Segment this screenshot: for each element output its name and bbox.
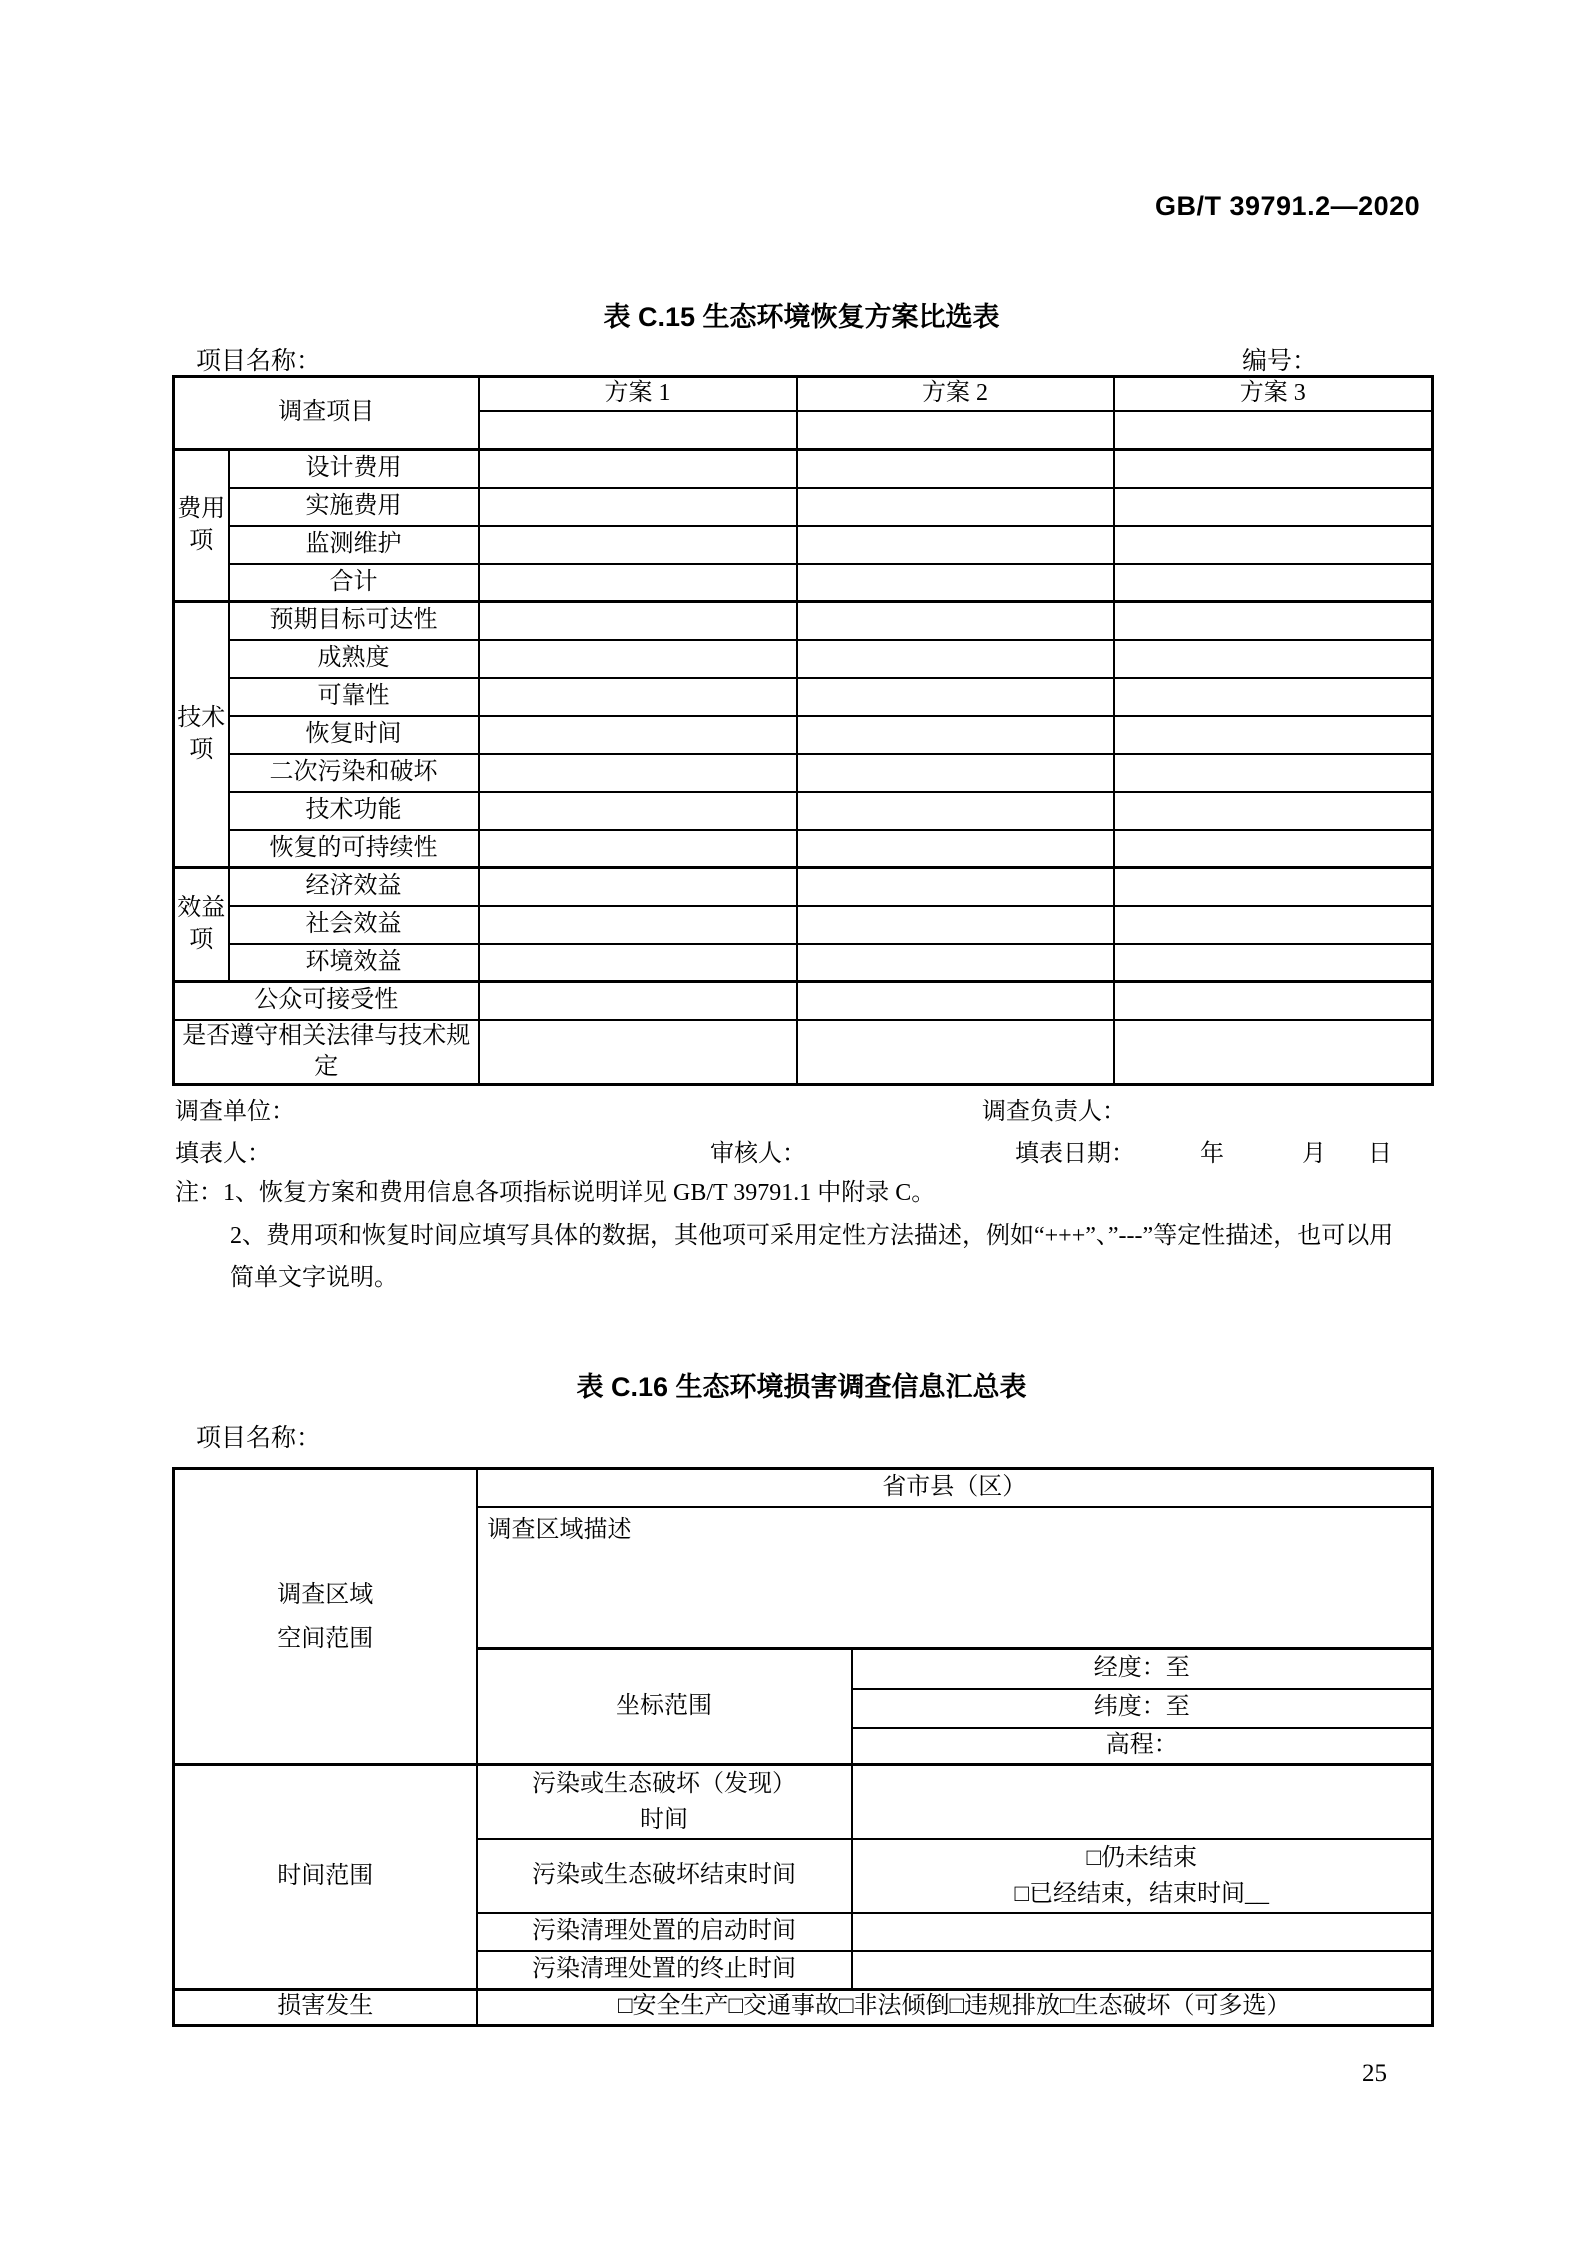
fill-cell xyxy=(1114,982,1433,1020)
table-row xyxy=(174,1020,1433,1085)
table-row xyxy=(174,830,1433,868)
table-row xyxy=(174,868,1433,906)
discover-time-line2: 时间 xyxy=(640,1807,688,1833)
fill-cell xyxy=(1114,868,1433,906)
fill-cell xyxy=(1114,944,1433,982)
table-row xyxy=(174,1989,1433,2025)
elevation-cell: 高程： xyxy=(852,1728,1433,1765)
fill-cell xyxy=(479,906,797,944)
fill-cell xyxy=(1114,526,1433,564)
row-label: 实施费用 xyxy=(229,488,479,526)
row-label: 设计费用 xyxy=(229,450,479,488)
fill-cell xyxy=(479,450,797,488)
fill-cell xyxy=(479,982,797,1020)
discover-time-line1: 污染或生态破坏（发现） xyxy=(532,1771,796,1797)
fill-cell xyxy=(852,1913,1433,1951)
fill-cell xyxy=(479,1020,797,1085)
fill-cell xyxy=(797,944,1114,982)
fill-cell xyxy=(479,868,797,906)
fill-cell xyxy=(479,830,797,868)
cleanup-start-label: 污染清理处置的启动时间 xyxy=(477,1913,852,1951)
row-label-public: 公众可接受性 xyxy=(174,982,479,1020)
c15-group-benefit: 效益项 xyxy=(174,868,229,982)
fill-cell xyxy=(852,1951,1433,1989)
fill-cell xyxy=(1114,488,1433,526)
fill-cell xyxy=(479,678,797,716)
table-row xyxy=(174,1469,1433,1507)
fill-cell xyxy=(852,1765,1433,1840)
fill-cell xyxy=(479,716,797,754)
c16-region-group-label xyxy=(174,1469,477,1765)
survey-unit-label: 调查单位： xyxy=(175,1099,295,1125)
c15-code-label: 编号： xyxy=(1242,348,1318,375)
fill-cell xyxy=(479,754,797,792)
table-c15-title: 表 C.15 生态环境恢复方案比选表 xyxy=(603,302,1000,332)
row-label: 合计 xyxy=(229,564,479,602)
year-label: 年 xyxy=(1200,1141,1224,1167)
table-row xyxy=(174,678,1433,716)
fill-cell xyxy=(479,526,797,564)
fill-cell xyxy=(797,1020,1114,1085)
fill-cell xyxy=(1114,640,1433,678)
coord-range-label: 坐标范围 xyxy=(477,1649,852,1765)
table-row xyxy=(174,526,1433,564)
fill-cell xyxy=(479,488,797,526)
fill-cell xyxy=(797,754,1114,792)
fill-cell xyxy=(1114,792,1433,830)
row-label: 恢复时间 xyxy=(229,716,479,754)
row-label: 经济效益 xyxy=(229,868,479,906)
form-filler-label: 填表人： xyxy=(175,1141,271,1167)
reviewer-label: 审核人： xyxy=(710,1141,806,1167)
fill-cell xyxy=(1114,678,1433,716)
fill-cell xyxy=(479,640,797,678)
page-number: 25 xyxy=(1362,2060,1387,2087)
table-row xyxy=(174,640,1433,678)
table-row xyxy=(174,716,1433,754)
fill-cell xyxy=(797,906,1114,944)
fill-cell xyxy=(479,792,797,830)
fill-cell xyxy=(797,982,1114,1020)
table-row xyxy=(174,754,1433,792)
latitude-cell: 纬度：至 xyxy=(852,1689,1433,1728)
region-group-line2: 空间范围 xyxy=(277,1625,374,1652)
table-row xyxy=(174,982,1433,1020)
table-row xyxy=(174,944,1433,982)
fill-cell xyxy=(797,526,1114,564)
table-row xyxy=(174,1765,1433,1840)
row-label: 成熟度 xyxy=(229,640,479,678)
row-label: 恢复的可持续性 xyxy=(229,830,479,868)
fill-cell xyxy=(479,944,797,982)
damage-occur-label: 损害发生 xyxy=(174,1989,477,2025)
table-row xyxy=(174,450,1433,488)
row-label: 环境效益 xyxy=(229,944,479,982)
c15-note-2-cont: 简单文字说明。 xyxy=(230,1265,398,1291)
table-row xyxy=(174,488,1433,526)
fill-cell xyxy=(1114,716,1433,754)
checkbox-ended: □已经结束，结束时间__ xyxy=(1014,1881,1269,1907)
row-label: 二次污染和破坏 xyxy=(229,754,479,792)
fill-cell xyxy=(797,792,1114,830)
c16-time-group-label: 时间范围 xyxy=(174,1765,477,1990)
c15-header-row xyxy=(174,377,1433,411)
c16-project-name-label: 项目名称： xyxy=(196,1425,322,1452)
c15-project-name-label: 项目名称： xyxy=(196,348,322,375)
province-cell: 省市县（区） xyxy=(477,1469,1433,1507)
fill-cell xyxy=(1114,906,1433,944)
fill-cell xyxy=(1114,602,1433,640)
end-time-label: 污染或生态破坏结束时间 xyxy=(477,1839,852,1913)
fill-cell xyxy=(797,450,1114,488)
plan1-name-cell xyxy=(479,411,797,450)
discover-time-label xyxy=(477,1765,852,1840)
survey-lead-label: 调查负责人： xyxy=(982,1099,1126,1125)
table-row xyxy=(174,906,1433,944)
row-label: 监测维护 xyxy=(229,526,479,564)
region-group-line1: 调查区域 xyxy=(277,1581,374,1608)
table-c16-title: 表 C.16 生态环境损害调查信息汇总表 xyxy=(576,1372,1027,1402)
fill-cell xyxy=(797,564,1114,602)
month-label: 月 xyxy=(1302,1141,1326,1167)
row-label: 技术功能 xyxy=(229,792,479,830)
c15-plan2-header: 方案 2 xyxy=(797,377,1114,411)
c15-note-1: 注：1、恢复方案和费用信息各项指标说明详见 GB/T 39791.1 中附录 C。 xyxy=(175,1180,936,1206)
table-c16 xyxy=(172,1467,1434,2027)
c15-survey-item-header: 调查项目 xyxy=(174,377,479,450)
row-label: 社会效益 xyxy=(229,906,479,944)
longitude-cell: 经度：至 xyxy=(852,1649,1433,1689)
c15-plan3-header: 方案 3 xyxy=(1114,377,1433,411)
plan3-name-cell xyxy=(1114,411,1433,450)
fill-cell xyxy=(797,678,1114,716)
row-label-law: 是否遵守相关法律与技术规定 xyxy=(174,1020,479,1085)
end-time-options-cell xyxy=(852,1839,1433,1913)
row-label: 可靠性 xyxy=(229,678,479,716)
c15-note-2: 2、费用项和恢复时间应填写具体的数据，其他项可采用定性方法描述，例如“+++”、”---”等定性描述，也可以用 xyxy=(230,1223,1394,1249)
fill-cell xyxy=(797,488,1114,526)
standard-number-header: GB/T 39791.2—2020 xyxy=(1155,191,1421,221)
fill-cell xyxy=(1114,830,1433,868)
table-row xyxy=(174,792,1433,830)
fill-cell xyxy=(797,830,1114,868)
fill-date-label: 填表日期： xyxy=(1015,1141,1135,1167)
fill-cell xyxy=(797,716,1114,754)
c15-group-tech: 技术项 xyxy=(174,602,229,868)
row-label: 预期目标可达性 xyxy=(229,602,479,640)
fill-cell xyxy=(1114,754,1433,792)
table-c15 xyxy=(172,375,1434,1086)
fill-cell xyxy=(797,602,1114,640)
fill-cell xyxy=(1114,1020,1433,1085)
table-row xyxy=(174,602,1433,640)
fill-cell xyxy=(1114,450,1433,488)
fill-cell xyxy=(1114,564,1433,602)
damage-options-cell: □安全生产□交通事故□非法倾倒□违规排放□生态破坏（可多选） xyxy=(477,1989,1433,2025)
fill-cell xyxy=(797,640,1114,678)
fill-cell xyxy=(797,868,1114,906)
c15-group-cost: 费用项 xyxy=(174,450,229,602)
checkbox-not-ended: □仍未结束 xyxy=(1086,1845,1197,1871)
day-label: 日 xyxy=(1368,1141,1392,1167)
fill-cell xyxy=(479,564,797,602)
table-row xyxy=(174,564,1433,602)
plan2-name-cell xyxy=(797,411,1114,450)
region-desc-cell: 调查区域描述 xyxy=(477,1507,1433,1649)
c15-plan1-header: 方案 1 xyxy=(479,377,797,411)
cleanup-stop-label: 污染清理处置的终止时间 xyxy=(477,1951,852,1989)
fill-cell xyxy=(479,602,797,640)
